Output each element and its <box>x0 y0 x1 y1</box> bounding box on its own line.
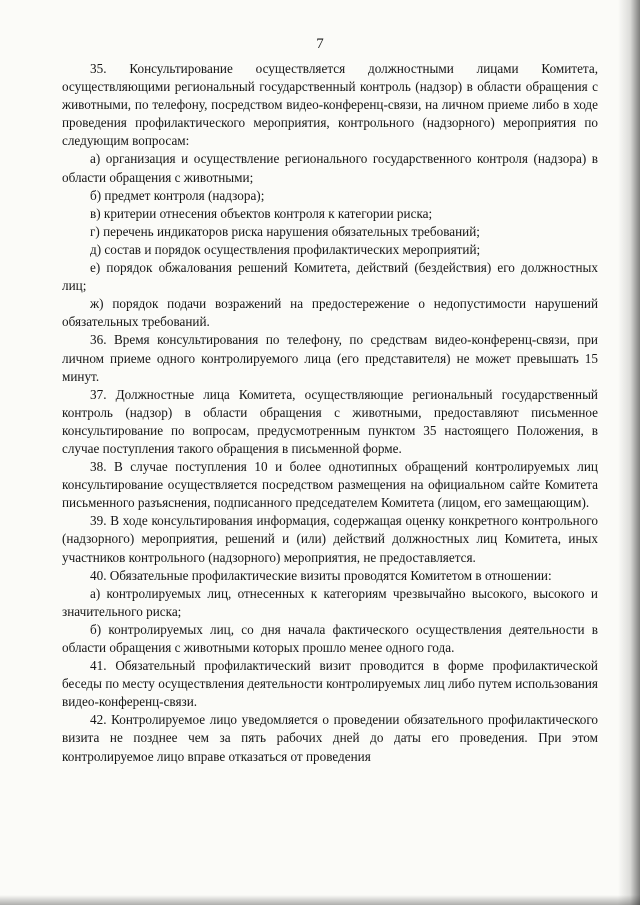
page-number: 7 <box>316 36 324 52</box>
paragraph-40-item-a: а) контролируемых лиц, отнесенных к категориям чрезвычайно высокого, высокого и значительного риска; <box>62 585 598 619</box>
paragraph-35-item-e: е) порядок обжалования решений Комитета, действий (бездействия) его должностных лиц; <box>62 260 598 294</box>
paragraph-36: 36. Время консультирования по телефону, по средствам видео-конференц-связи, при личном приеме одного контролируемого лица (его представителя) не может превышать 15 минут. <box>62 332 598 384</box>
paragraph-41: 41. Обязательный профилактический визит проводится в форме профилактической беседы по месту осуществления деятельности контролируемых лиц либо путем использования видео-конференц-связи. <box>62 658 598 710</box>
paragraph-35-item-a: а) организация и осуществление регионального государственного контроля (надзора) в области обращения с животными; <box>62 151 598 185</box>
scan-shadow-bottom <box>0 895 640 905</box>
paragraph-35-item-v: в) критерии отнесения объектов контроля к категории риска; <box>90 205 433 221</box>
paragraph-35-item-zh: ж) порядок подачи возражений на предостережение о недопустимости нарушений обязательных требований. <box>62 296 598 330</box>
paragraph-35: 35. Консультирование осуществляется должностными лицами Комитета, осуществляющими региональный государственный контроль (надзор) в области обращения с животными, по телефону, посредством видео-конференц-связи, на личном приеме либо в ходе проведения профилактического мероприятия, контрольного (надзорного) мероприятия по следующим вопросам: <box>62 61 598 149</box>
paragraph-40-item-b: б) контролируемых лиц, со дня начала фактического осуществления деятельности в области обращения с животными которых прошло менее одного года. <box>62 621 598 655</box>
paragraph-37: 37. Должностные лица Комитета, осуществляющие региональный государственный контроль (надзор) в области обращения с животными, предоставляют письменное консультирование по вопросам, предусмотренным пунктом 35 настоящего Положения, в случае поступления такого обращения в письменной форме. <box>62 386 598 456</box>
paragraph-38: 38. В случае поступления 10 и более однотипных обращений контролируемых лиц консультирование осуществляется посредством размещения на официальном сайте Комитета письменного разъяснения, подписанного председателем Комитета (лицом, его замещающим). <box>62 459 598 511</box>
paragraph-39: 39. В ходе консультирования информация, содержащая оценку конкретного контрольного (надзорного) мероприятия, решений и (или) действий должностных лиц Комитета, иных участников контрольного (надзорного) мероприятия, не предоставляется. <box>62 513 598 565</box>
paragraph-40: 40. Обязательные профилактические визиты проводятся Комитетом в отношении: <box>90 567 552 583</box>
paragraph-35-item-d: д) состав и порядок осуществления профилактических мероприятий; <box>90 241 481 257</box>
paragraph-35-item-b: б) предмет контроля (надзора); <box>90 187 265 203</box>
paragraph-35-item-g: г) перечень индикаторов риска нарушения обязательных требований; <box>90 223 480 239</box>
scan-shadow-right <box>618 0 640 905</box>
paragraph-42: 42. Контролируемое лицо уведомляется о проведении обязательного профилактического визита не позднее чем за пять рабочих дней до даты его проведения. При этом контролируемое лицо вправе отказаться от проведения <box>62 712 598 764</box>
document-body <box>62 60 598 766</box>
